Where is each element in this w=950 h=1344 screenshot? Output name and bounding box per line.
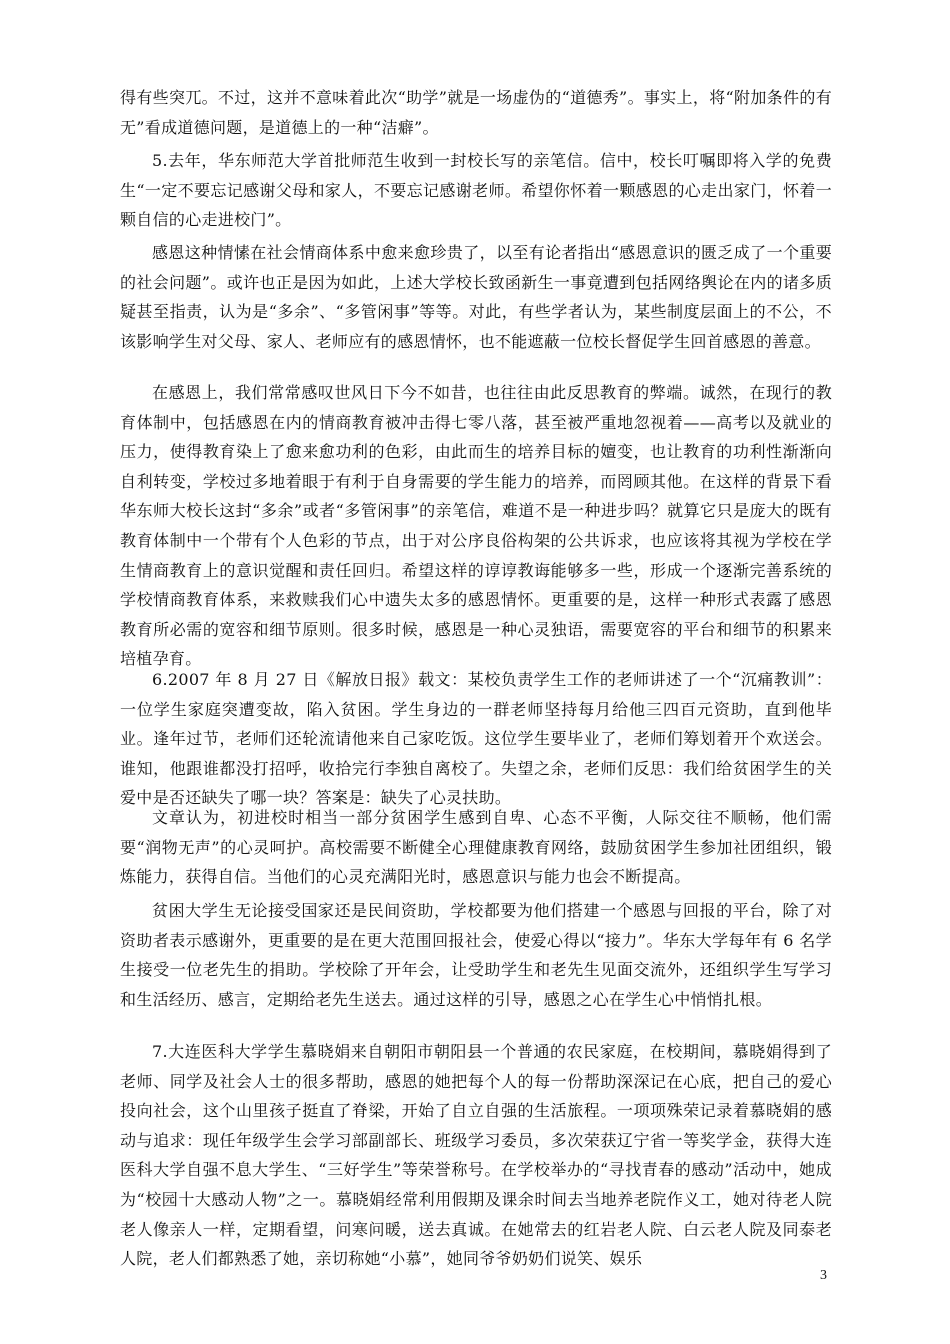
paragraph-item-5: 5.去年，华东师范大学首批师范生收到一封校长写的亲笔信。信中，校长叮嘱即将入学的免费生“一定不要忘记感谢父母和家人，不要忘记感谢老师。希望你怀着一颗感恩的心走出家门，怀着一颗自信的心走进校门”。: [120, 151, 832, 230]
paragraph-item-6: 6.2007 年 8 月 27 日《解放日报》载文：某校负责学生工作的老师讲述了一个“沉痛教训”：一位学生家庭突遭变故，陷入贫困。学生身边的一群老师坚持每月给他三四百元资助，直到他毕业。逢年过节，老师们还轮流请他来自己家吃饭。这位学生要毕业了，老师们筹划着开个欢送会。谁知，他跟谁都没打招呼，收拾完行李独自离校了。失望之余，老师们反思：我们给贫困学生的关爱中是否还缺失了哪一块？答案是：缺失了心灵扶助。: [120, 670, 832, 808]
paragraph-platform: 贫困大学生无论接受国家还是民间资助，学校都要为他们搭建一个感恩与回报的平台，除了对资助者表示感谢外，更重要的是在更大范围回报社会，使爱心得以“接力”。华东大学每年有 6 名学生接受一位老先生的捐助。学校除了开年会，让受助学生和老先生见面交流外，还组织学生写学习和生活经历、感言，定期给老先生送去。通过这样的引导，感恩之心在学生心中悄悄扎根。: [120, 901, 832, 1009]
paragraph-gratitude-value: 感恩这种情愫在社会情商体系中愈来愈珍贵了，以至有论者指出“感恩意识的匮乏成了一个重要的社会问题”。或许也正是因为如此，上述大学校长致函新生一事竟遭到包括网络舆论在内的诸多质疑甚至指责，认为是“多余”、“多管闲事”等等。对此，有些学者认为，某些制度层面上的不公，不该影响学生对父母、家人、老师应有的感恩情怀，也不能遮蔽一位校长督促学生回首感恩的善意。: [120, 243, 832, 351]
page-number: 3: [820, 1268, 827, 1283]
paragraph-education-reflection: 在感恩上，我们常常感叹世风日下今不如昔，也往往由此反思教育的弊端。诚然，在现行的教育体制中，包括感恩在内的情商教育被冲击得七零八落，甚至被严重地忽视着——高考以及就业的压力，使得教育染上了愈来愈功利的色彩，由此而生的培养目标的嬗变，也让教育的功利性渐渐向自利转变，学校过多地着眼于有利于自身需要的学生能力的培养，而罔顾其他。在这样的背景下看华东师大校长这封“多余”或者“多管闲事”的亲笔信，难道不是一种进步吗？就算它只是庞大的既有教育体制中一个带有个人色彩的节点，出于对公序良俗构架的公共诉求，也应该将其视为学校在学生情商教育上的意识觉醒和责任回归。希望这样的谆谆教诲能够多一些，形成一个逐渐完善系统的学校情商教育体系，来救赎我们心中遗失太多的感恩情怀。更重要的是，这样一种形式表露了感恩教育所必需的宽容和细节原则。很多时候，感恩是一种心灵独语，需要宽容的平台和细节的积累来培植孕育。: [120, 383, 832, 669]
paragraph-continuation: 得有些突兀。不过，这并不意味着此次“助学”就是一场虚伪的“道德秀”。事实上，将“附加条件的有无”看成道德问题，是道德上的一种“洁癖”。: [120, 88, 832, 137]
paragraph-article-view: 文章认为，初进校时相当一部分贫困学生感到自卑、心态不平衡，人际交往不顺畅，他们需要“润物无声”的心灵呵护。高校需要不断健全心理健康教育网络，鼓励贫困学生参加社团组织，锻炼能力，获得自信。当他们的心灵充满阳光时，感恩意识与能力也会不断提高。: [120, 808, 832, 887]
paragraph-item-7: 7.大连医科大学学生慕晓娟来自朝阳市朝阳县一个普通的农民家庭，在校期间，慕晓娟得到了老师、同学及社会人士的很多帮助，感恩的她把每个人的每一份帮助深深记在心底，把自己的爱心投向社会，这个山里孩子挺直了脊梁，开始了自立自强的生活旅程。一项项殊荣记录着慕晓娟的感动与追求：现任年级学生会学习部副部长、班级学习委员，多次荣获辽宁省一等奖学金，获得大连医科大学自强不息大学生、“三好学生”等荣誉称号。在学校举办的“寻找青春的感动”活动中，她成为“校园十大感动人物”之一。慕晓娟经常利用假期及课余时间去当地养老院作义工，她对待老人院老人像亲人一样，定期看望，问寒问暖，送去真诚。在她常去的红岩老人院、白云老人院及同泰老人院，老人们都熟悉了她，亲切称她“小慕”，她同爷爷奶奶们说笑、娱乐: [120, 1042, 832, 1269]
